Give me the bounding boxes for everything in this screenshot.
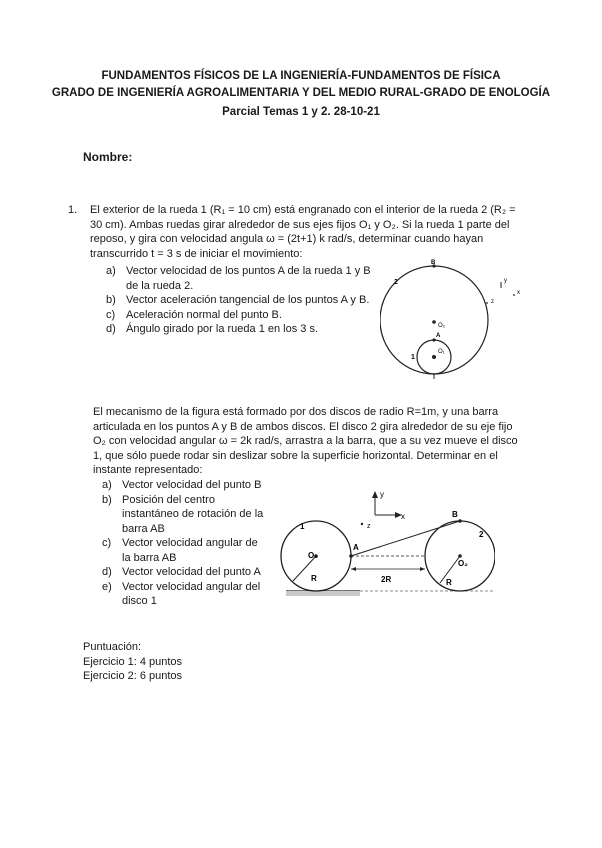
problem1-statement (90, 203, 540, 261)
scoring-ex1: Ejercicio 1: 4 puntos (83, 655, 183, 668)
label-a: A (436, 333, 441, 339)
label-r2: R (446, 578, 452, 587)
list-item: d) Ángulo girado por la rueda 1 en los 3 s. (106, 323, 319, 335)
axis-z-label: z (491, 299, 494, 305)
axis-x-label: x (401, 512, 405, 521)
statement-line: 1, que sólo puede rodar sin deslizar sobre la superficie horizontal. Determinar en el (93, 449, 498, 462)
list-item: a) Vector velocidad del punto B (102, 479, 262, 491)
statement-line: 30 cm). Ambas ruedas girar alrededor de sus ejes fijos O₁ y O₂. Si la rueda 1 parte del (90, 218, 510, 231)
scoring-block (83, 640, 182, 684)
problem1-items (106, 264, 381, 337)
statement-line: instante representado: (93, 464, 203, 476)
axis-y-label: y (504, 278, 507, 284)
statement-line: O₂ con velocidad angular ω = 2k rad/s, arrastra a la barra, que a su vez mueve el disco (93, 435, 518, 447)
label-b: B (431, 260, 436, 266)
problem1-number: 1. (68, 204, 78, 216)
label-r1: R (311, 574, 317, 583)
label-o2: O₂ (458, 559, 468, 568)
axis-x-label: x (517, 290, 520, 296)
figure-mechanism (280, 485, 495, 615)
label-disc-1: 1 (300, 522, 305, 531)
center-o1-dot (432, 355, 436, 359)
statement-line: El mecanismo de la figura está formado por dos discos de radio R=1m, y una barra (93, 406, 499, 418)
problem2-statement (93, 405, 533, 478)
title-line-1: FUNDAMENTOS FÍSICOS DE LA INGENIERÍA-FUNDAMENTOS DE FÍSICA (101, 70, 501, 82)
center-o2-dot (432, 320, 436, 324)
list-item: b) Vector aceleración tangencial de los puntos A y B. (106, 294, 370, 306)
axis-y-label: y (380, 490, 384, 499)
statement-line: transcurrido t = 3 s de iniciar el movimiento: (90, 247, 303, 260)
label-wheel-2: 2 (394, 279, 398, 286)
list-item: c) Vector velocidad angular de la barra AB (102, 537, 258, 564)
label-a: A (353, 543, 359, 552)
statement-line: reposo, y gira con velocidad angula ω = (2t+1) k rad/s, determinar cuando hayan (90, 233, 484, 245)
label-b: B (452, 510, 458, 519)
list-item: b) Posición del centro instantáneo de rotación de la barra AB (102, 493, 264, 535)
label-o1: O₁ (438, 349, 445, 355)
list-item: c) Aceleración normal del punto B. (106, 308, 282, 321)
scoring-ex2: Ejercicio 2: 6 puntos (83, 670, 183, 682)
figure-wheels (380, 258, 530, 383)
list-item: e) Vector velocidad angular del disco 1 (102, 580, 261, 607)
statement-line: El exterior de la rueda 1 (R₁ = 10 cm) está engranado con el interior de la rueda 2 (R₂ = (90, 204, 516, 216)
statement-line: articulada en los puntos A y B de ambos discos. El disco 2 gira alrededor de su eje fijo (93, 420, 513, 433)
label-2r: 2R (381, 575, 392, 584)
scoring-title: Puntuación: (83, 641, 142, 653)
axis-z-label: z (367, 523, 371, 530)
label-disc-2: 2 (479, 530, 484, 539)
label-o2: O₂ (438, 323, 445, 329)
ground-hatch (286, 591, 360, 596)
problem2-items (102, 478, 270, 609)
list-item: d) Vector velocidad del punto A (102, 566, 261, 578)
title-line-3: Parcial Temas 1 y 2. 28-10-21 (222, 106, 380, 118)
list-item: a) Vector velocidad de los puntos A de la rueda 1 y B de la rueda 2. (106, 265, 371, 292)
label-o1: O₁ (308, 551, 318, 560)
label-wheel-1: 1 (411, 354, 415, 361)
name-label: Nombre: (83, 150, 133, 164)
title-line-2: GRADO DE INGENIERÍA AGROALIMENTARIA Y DEL MEDIO RURAL-GRADO DE ENOLOGÍA (51, 87, 551, 99)
